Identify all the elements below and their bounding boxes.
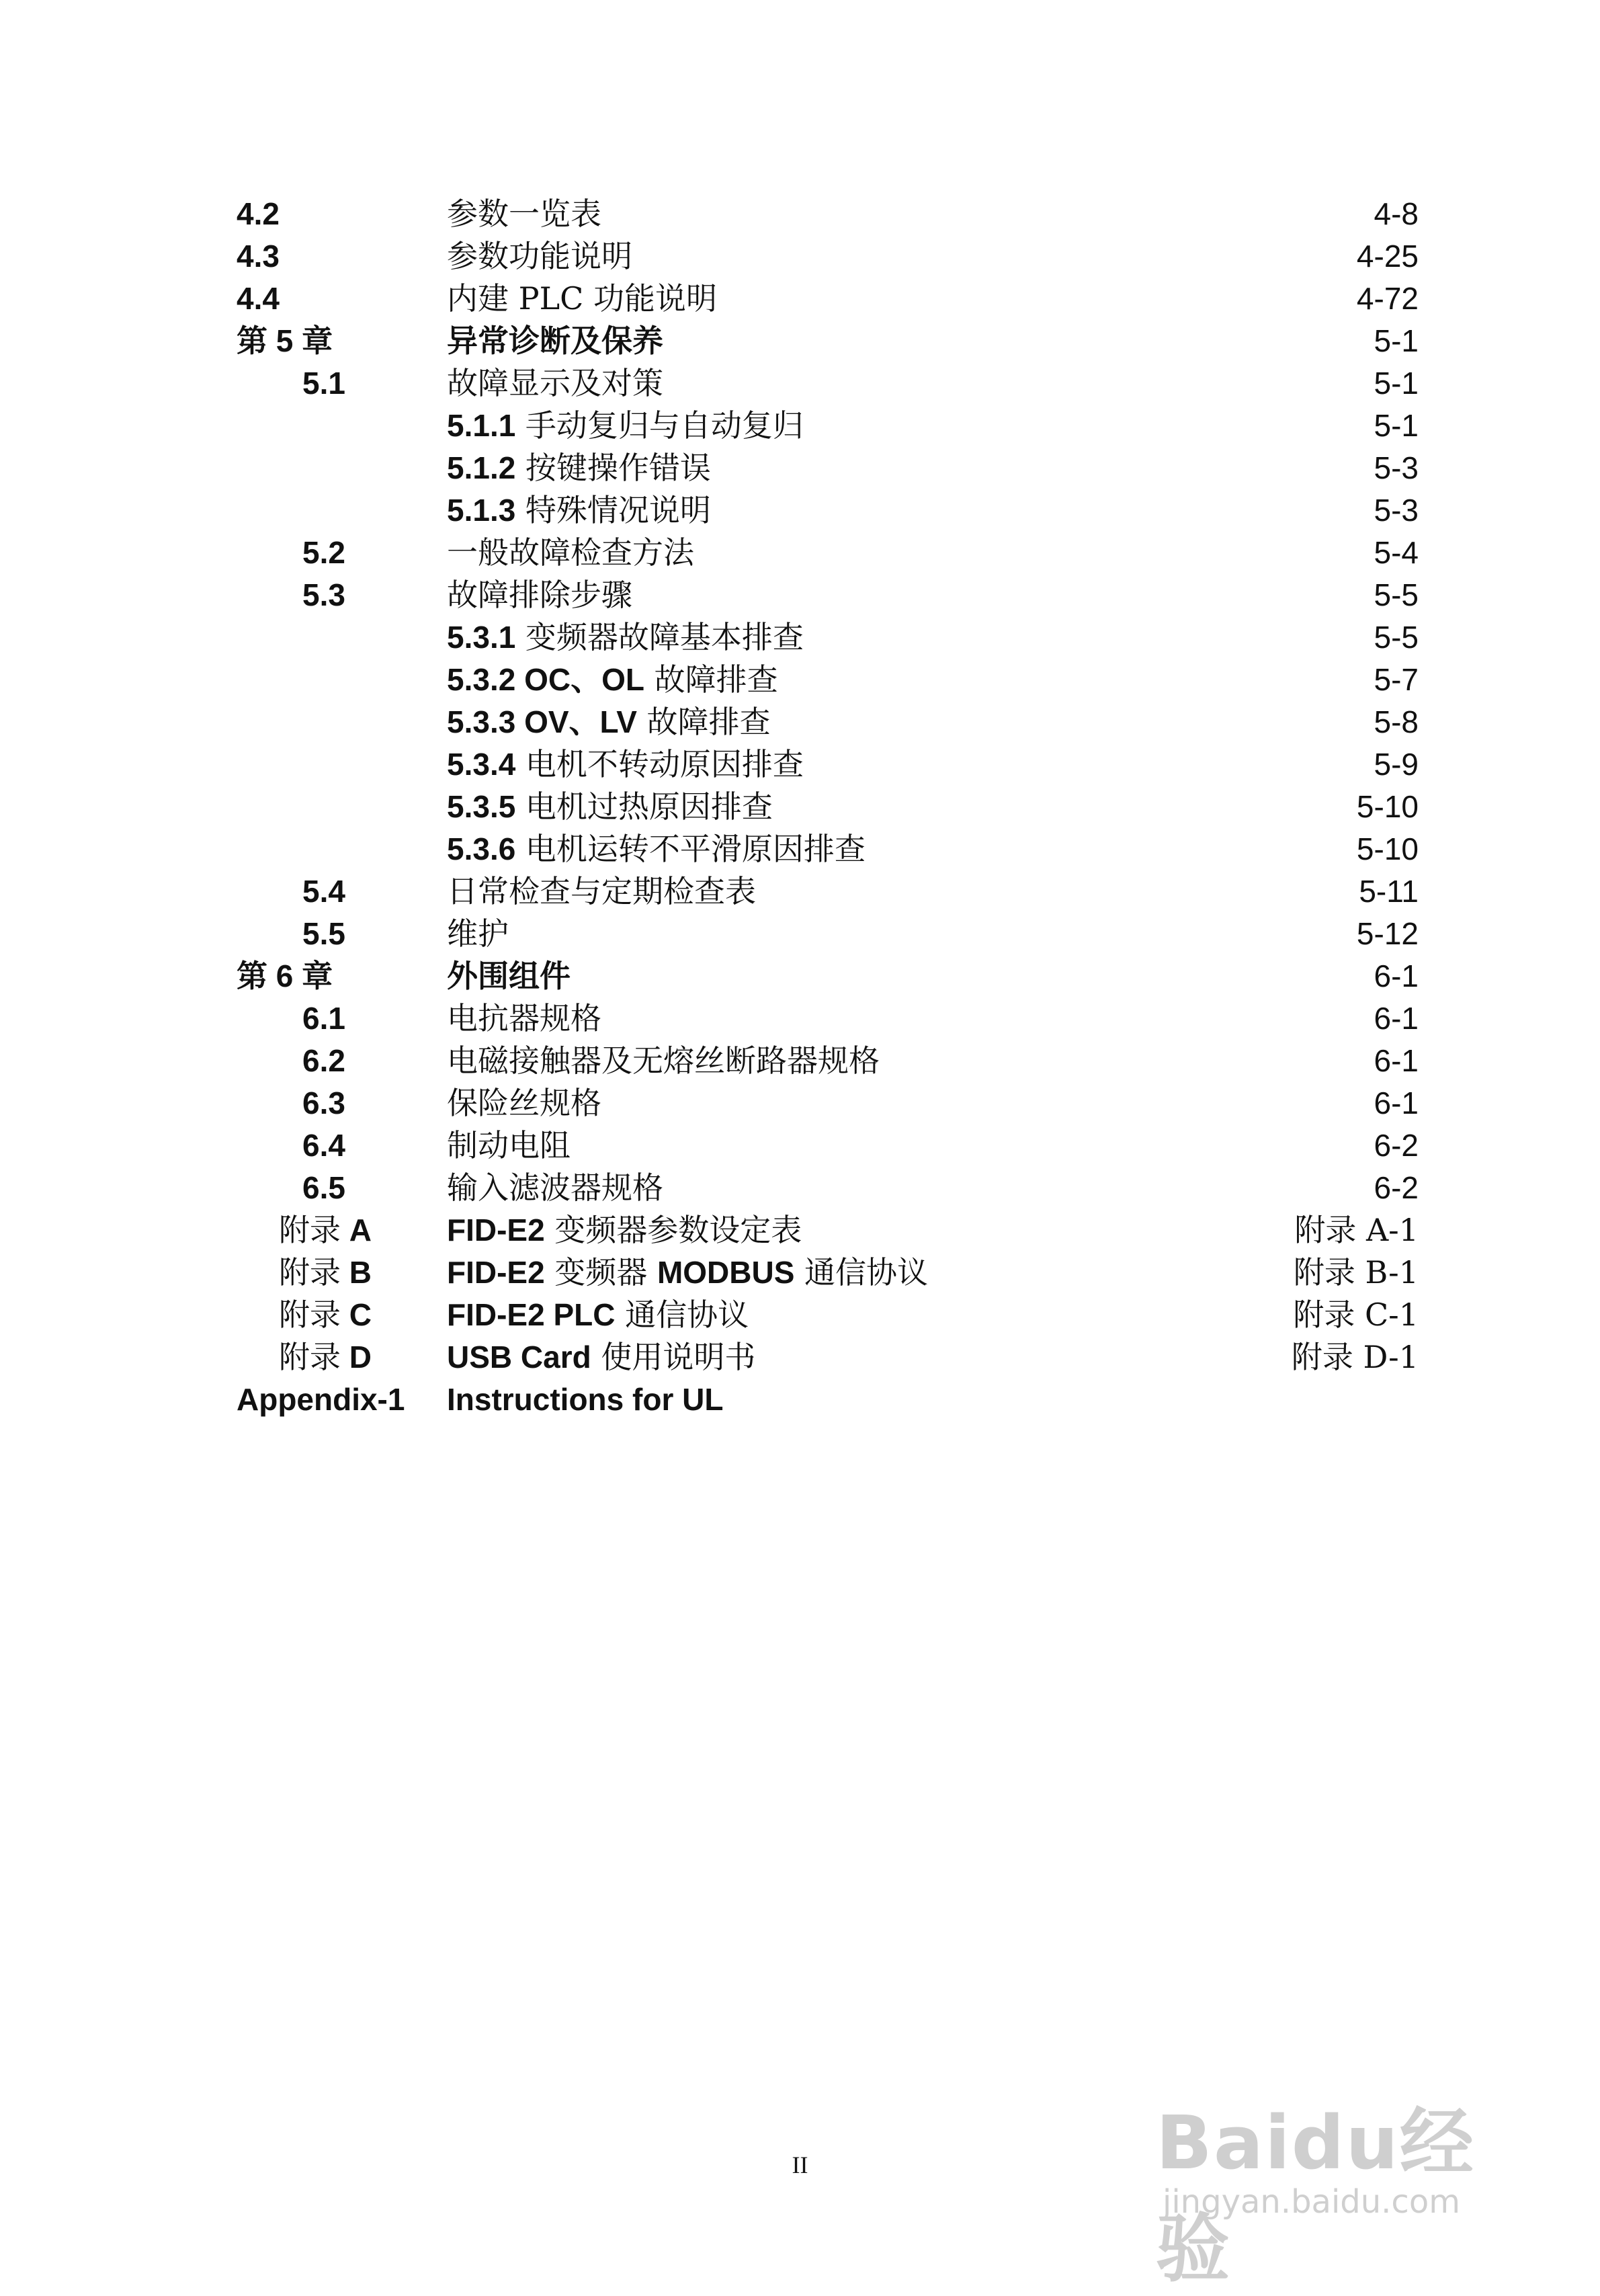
subsection-title: 5.3.1 变频器故障基本排查 <box>447 619 804 655</box>
section-number: 5.5 <box>302 916 345 951</box>
page-number: 6-1 <box>1374 1043 1419 1078</box>
toc-subrow[interactable] <box>0 447 1600 489</box>
toc-appendix-row[interactable] <box>0 1209 1600 1251</box>
page-number: 5-5 <box>1374 620 1419 655</box>
toc-appendix-row[interactable] <box>0 1294 1600 1336</box>
section-number: 5.4 <box>302 874 345 909</box>
section-title: 电磁接触器及无熔丝断路器规格 <box>447 1042 880 1079</box>
toc-row[interactable] <box>0 1082 1600 1124</box>
section-title: 制动电阻 <box>447 1127 571 1163</box>
appendix-title: FID-E2 变频器参数设定表 <box>447 1212 802 1248</box>
subsection-title: 5.1.1 手动复归与自动复归 <box>447 407 804 444</box>
section-title: 输入滤波器规格 <box>447 1170 663 1206</box>
section-title: 参数功能说明 <box>447 238 632 274</box>
section-number: 5.1 <box>302 366 345 401</box>
page-number: 附录 B-1 <box>1293 1254 1419 1290</box>
page-number: 4-72 <box>1356 281 1419 316</box>
page-number: 6-2 <box>1374 1128 1419 1163</box>
toc-subrow[interactable] <box>0 743 1600 785</box>
page-number: 5-1 <box>1374 408 1419 443</box>
subsection-title: 5.3.2 OC、OL 故障排查 <box>447 661 778 698</box>
page-number: 附录 C-1 <box>1293 1297 1419 1333</box>
page-number: 6-2 <box>1374 1170 1419 1205</box>
page-number: 5-8 <box>1374 704 1419 739</box>
subsection-title: 5.1.2 按键操作错误 <box>447 450 711 486</box>
page-number: 5-9 <box>1374 747 1419 782</box>
subsection-title: 5.1.3 特殊情况说明 <box>447 492 711 528</box>
toc-row[interactable] <box>0 574 1600 616</box>
appendix-label: Appendix-1 <box>237 1382 405 1417</box>
page-footer-number: II <box>792 2151 808 2178</box>
section-number: 5.2 <box>302 535 345 570</box>
chapter-number: 第 5 章 <box>237 323 333 359</box>
page-number: 4-8 <box>1374 196 1419 231</box>
appendix-label: 附录 A <box>279 1212 372 1248</box>
toc-row[interactable] <box>0 1167 1600 1208</box>
toc-appendix-row[interactable] <box>0 1336 1600 1378</box>
toc-row[interactable] <box>0 997 1600 1039</box>
page-number: 5-4 <box>1374 535 1419 570</box>
appendix-title: USB Card 使用说明书 <box>447 1339 756 1375</box>
page-number: 5-1 <box>1374 323 1419 358</box>
toc-row[interactable] <box>0 1124 1600 1166</box>
toc-row[interactable] <box>0 1040 1600 1081</box>
page-number: 5-1 <box>1374 366 1419 401</box>
page-number: 5-11 <box>1359 874 1419 909</box>
subsection-title: 5.3.3 OV、LV 故障排查 <box>447 704 771 740</box>
page-number: 5-10 <box>1356 789 1419 824</box>
chapter-title: 外围组件 <box>447 958 571 994</box>
toc-row[interactable] <box>0 913 1600 954</box>
page-number: 5-3 <box>1374 493 1419 528</box>
section-number: 6.1 <box>302 1001 345 1036</box>
toc-row[interactable] <box>0 532 1600 573</box>
section-number: 5.3 <box>302 577 345 612</box>
chapter-number: 第 6 章 <box>237 958 333 994</box>
page-number: 附录 A-1 <box>1294 1212 1419 1248</box>
toc-subrow[interactable] <box>0 659 1600 700</box>
watermark-url: jingyan.baidu.com <box>1163 2183 1460 2221</box>
subsection-title: 5.3.5 电机过热原因排查 <box>447 788 773 825</box>
section-title: 保险丝规格 <box>447 1085 601 1121</box>
toc-row[interactable] <box>0 870 1600 912</box>
appendix-label: 附录 B <box>279 1254 372 1290</box>
section-number: 4.4 <box>237 281 280 316</box>
toc-subrow[interactable] <box>0 786 1600 827</box>
page-number: 6-1 <box>1374 958 1419 993</box>
chapter-title: 异常诊断及保养 <box>447 323 663 359</box>
appendix-label: 附录 C <box>279 1297 372 1333</box>
toc-appendix-row[interactable] <box>0 1379 1600 1420</box>
section-title: 维护 <box>447 915 509 952</box>
appendix-label: 附录 D <box>279 1339 372 1375</box>
toc-chapter-row[interactable] <box>0 955 1600 997</box>
appendix-title: FID-E2 变频器 MODBUS 通信协议 <box>447 1254 929 1290</box>
section-number: 4.2 <box>237 196 280 231</box>
toc-row[interactable] <box>0 235 1600 277</box>
toc-subrow[interactable] <box>0 616 1600 658</box>
subsection-title: 5.3.4 电机不转动原因排查 <box>447 746 804 782</box>
page-number: 5-10 <box>1356 831 1419 866</box>
toc-row[interactable] <box>0 193 1600 235</box>
section-title: 电抗器规格 <box>447 1000 601 1036</box>
page-number: 6-1 <box>1374 1085 1419 1120</box>
appendix-title: FID-E2 PLC 通信协议 <box>447 1297 749 1333</box>
section-number: 6.4 <box>302 1128 345 1163</box>
section-number: 4.3 <box>237 239 280 274</box>
section-number: 6.5 <box>302 1170 345 1205</box>
toc-row[interactable] <box>0 362 1600 404</box>
page-number: 附录 D-1 <box>1291 1339 1419 1375</box>
toc-row[interactable] <box>0 278 1600 319</box>
toc-chapter-row[interactable] <box>0 320 1600 362</box>
appendix-title: Instructions for UL <box>447 1382 724 1417</box>
section-title: 故障显示及对策 <box>447 365 663 401</box>
page-number: 5-7 <box>1374 662 1419 697</box>
page-number: 4-25 <box>1356 239 1419 274</box>
section-title: 故障排除步骤 <box>447 577 632 613</box>
toc-subrow[interactable] <box>0 489 1600 531</box>
page-number: 6-1 <box>1374 1001 1419 1036</box>
toc-subrow[interactable] <box>0 405 1600 446</box>
section-number: 6.3 <box>302 1085 345 1120</box>
section-number: 6.2 <box>302 1043 345 1078</box>
section-title: 参数一览表 <box>447 196 601 232</box>
page-number: 5-3 <box>1374 450 1419 485</box>
watermark-logo: Baidu经验 <box>1156 2100 1475 2292</box>
baidu-watermark <box>1156 2070 1532 2292</box>
section-title: 内建 PLC 功能说明 <box>447 280 717 317</box>
toc-subrow[interactable] <box>0 828 1600 870</box>
section-title: 一般故障检查方法 <box>447 534 694 571</box>
section-title: 日常检查与定期检查表 <box>447 873 756 909</box>
subsection-title: 5.3.6 电机运转不平滑原因排查 <box>447 831 866 867</box>
toc-appendix-row[interactable] <box>0 1252 1600 1293</box>
toc-subrow[interactable] <box>0 701 1600 743</box>
page-number: 5-5 <box>1374 577 1419 612</box>
page-number: 5-12 <box>1356 916 1419 951</box>
